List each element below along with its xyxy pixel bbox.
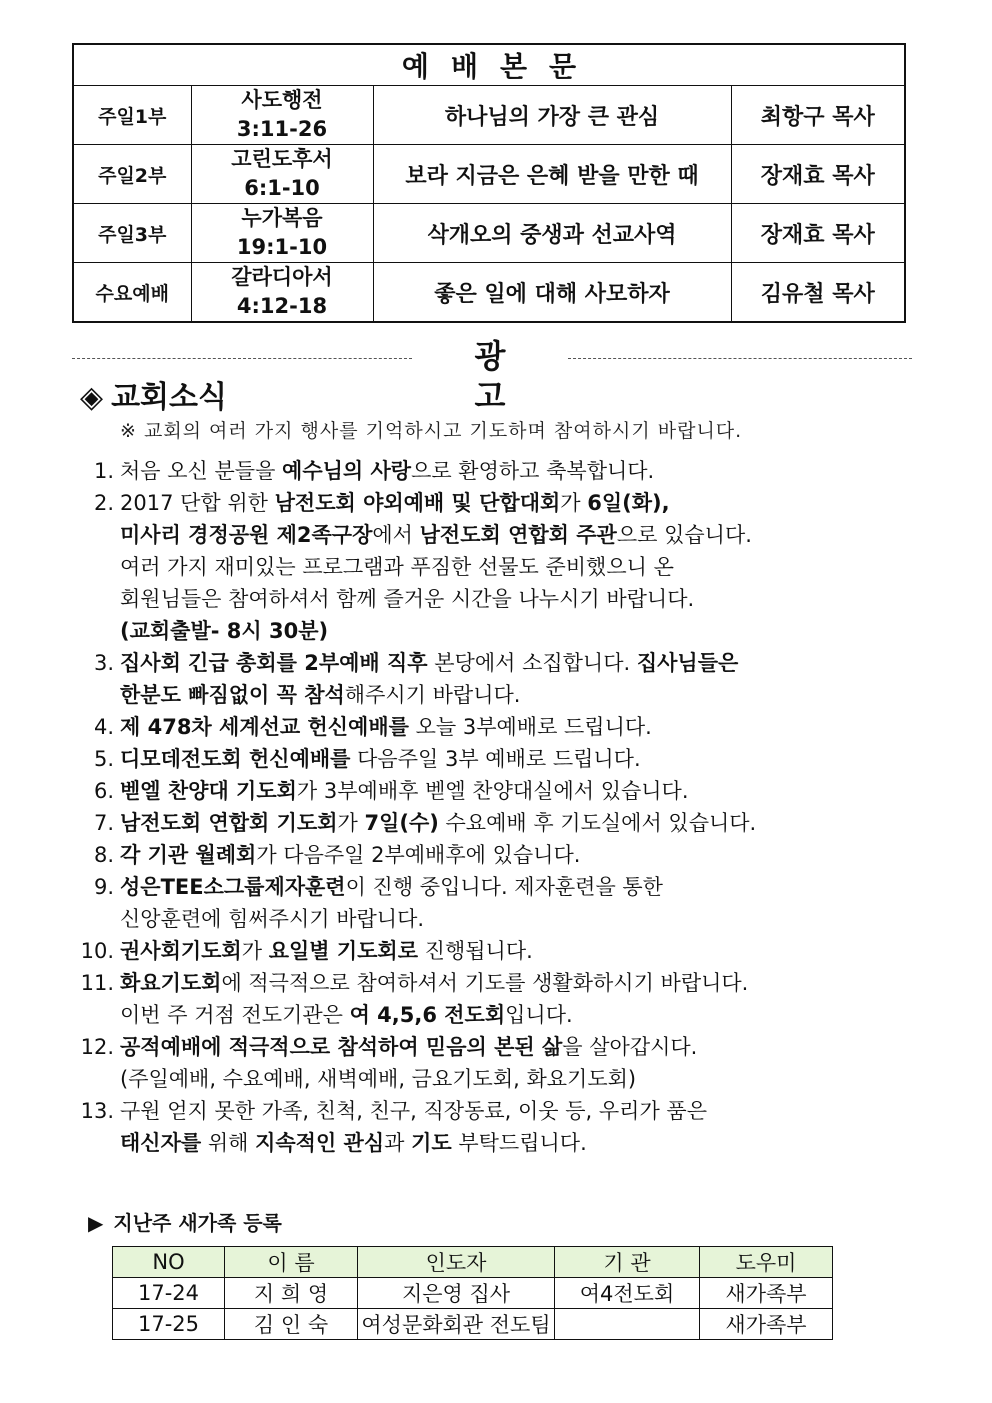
announcement-item <box>72 807 932 839</box>
item-line: 태신자를 위해 지속적인 관심과 기도 부탁드립니다. <box>120 1131 587 1155</box>
item-number: 8. <box>93 843 114 867</box>
scripture-verses: 19:1-10 <box>236 235 328 259</box>
worship-row <box>73 86 905 145</box>
emphasis-text: 제 478차 세계선교 헌신예배를 <box>120 715 409 739</box>
emphasis-text: 집사회 긴급 총회를 2부예배 직후 <box>120 651 428 675</box>
item-line: 처음 오신 분들을 예수님의 사랑으로 환영하고 축복합니다. <box>120 459 655 483</box>
column-header: 이 름 <box>225 1247 358 1278</box>
item-number: 13. <box>80 1099 114 1123</box>
preacher-name: 장재효 목사 <box>731 204 905 263</box>
item-line <box>120 615 932 647</box>
item-line: 화요기도회에 적극적으로 참여하셔서 기도를 생활화하시기 바랍니다. <box>120 971 749 995</box>
item-text <box>120 871 932 935</box>
item-number: 9. <box>93 875 114 899</box>
item-number: 11. <box>80 971 114 995</box>
item-line: 권사회기도회가 요일별 기도회로 진행됩니다. <box>120 939 533 963</box>
item-line: 제 478차 세계선교 헌신예배를 오늘 3부예배로 드립니다. <box>120 715 652 739</box>
emphasis-text: 성은TEE소그룹제자훈련 <box>120 875 346 899</box>
church-news-heading <box>80 378 227 418</box>
table-cell: 새가족부 <box>700 1278 833 1309</box>
emphasis-text: 벧엘 찬양대 기도회 <box>120 779 297 803</box>
emphasis-text: 각 기관 월례회 <box>120 843 257 867</box>
announcement-item <box>72 1095 932 1159</box>
announcement-item <box>72 935 932 967</box>
item-number: 6. <box>93 779 114 803</box>
announcement-item <box>72 967 932 1031</box>
emphasis-text: 지속적인 관심 <box>255 1131 385 1155</box>
worship-row <box>73 263 905 323</box>
church-news-note: ※ 교회의 여러 가지 행사를 기억하시고 기도하며 참여하시기 바랍니다. <box>120 420 743 442</box>
worship-table-header: 예배본문 <box>73 44 905 86</box>
item-number: 3. <box>93 651 114 675</box>
announcement-item <box>72 775 932 807</box>
table-cell: 김 인 숙 <box>225 1309 358 1340</box>
emphasis-text: 6일(화), <box>587 491 670 515</box>
scripture-book: 누가복음 <box>241 206 323 230</box>
emphasis-text: 화요기도회 <box>120 971 222 995</box>
service-name: 주일1부 <box>73 86 191 145</box>
item-text <box>120 839 932 871</box>
item-text <box>120 1095 932 1159</box>
item-line: 벧엘 찬양대 기도회가 3부예배후 벧엘 찬양대실에서 있습니다. <box>120 779 689 803</box>
item-line: 이번 주 거점 전도기관은 여 4,5,6 전도회입니다. <box>120 1003 573 1027</box>
scripture-verses: 4:12-18 <box>236 294 328 318</box>
preacher-name: 장재효 목사 <box>731 145 905 204</box>
item-line: 2017 단합 위한 남전도회 야외예배 및 단합대회가 6일(화), <box>120 491 670 515</box>
item-text <box>120 647 932 711</box>
emphasis-text: 집사님들은 <box>636 651 739 675</box>
item-line: 여러 가지 재미있는 프로그램과 푸짐한 선물도 준비했으니 온 <box>120 555 674 579</box>
new-family-heading <box>88 1208 282 1238</box>
scripture-book: 사도행전 <box>241 88 323 112</box>
preacher-name: 김유철 목사 <box>731 263 905 323</box>
scripture-book: 고린도후서 <box>231 147 333 171</box>
scripture-reference <box>191 145 373 204</box>
table-cell: 17-24 <box>113 1278 225 1309</box>
item-line: 미사리 경정공원 제2족구장에서 남전도회 연합회 주관으로 있습니다. <box>120 523 752 547</box>
item-line: 신앙훈련에 힘써주시기 바랍니다. <box>120 907 425 931</box>
ads-title: 광고 <box>474 337 546 415</box>
table-row <box>113 1278 833 1309</box>
divider-line-right <box>568 358 912 359</box>
announcement-list <box>72 455 932 1159</box>
emphasis-text: 공적예배에 적극적으로 참석하여 믿음의 본된 삶 <box>120 1035 563 1059</box>
column-header: 인도자 <box>358 1247 555 1278</box>
announcement-item <box>72 455 932 487</box>
item-number: 7. <box>93 811 114 835</box>
item-number: 1. <box>93 459 114 483</box>
scripture-verses: 3:11-26 <box>236 117 328 141</box>
item-line: 집사회 긴급 총회를 2부예배 직후 본당에서 소집합니다. 집사님들은 <box>120 651 739 675</box>
item-number: 12. <box>80 1035 114 1059</box>
table-cell: 여성문화회관 전도팀 <box>358 1309 555 1340</box>
column-header: NO <box>113 1247 225 1278</box>
sermon-title: 좋은 일에 대해 사모하자 <box>373 263 731 323</box>
item-text <box>120 455 932 487</box>
sermon-title: 보라 지금은 은혜 받을 만한 때 <box>373 145 731 204</box>
item-line: 공적예배에 적극적으로 참석하여 믿음의 본된 삶을 살아갑시다. <box>120 1035 698 1059</box>
item-number: 5. <box>93 747 114 771</box>
item-text <box>120 487 932 647</box>
emphasis-text: 기도 <box>411 1131 452 1155</box>
item-line: 한분도 빠짐없이 꼭 참석해주시기 바랍니다. <box>120 683 521 707</box>
scripture-verses: 6:1-10 <box>244 176 320 200</box>
service-name: 주일3부 <box>73 204 191 263</box>
emphasis-text: 권사회기도회 <box>120 939 242 963</box>
worship-row <box>73 145 905 204</box>
column-header: 도우미 <box>700 1247 833 1278</box>
new-family-table <box>112 1246 833 1340</box>
item-text <box>120 935 932 967</box>
table-cell: 여4전도회 <box>555 1278 700 1309</box>
item-line: 남전도회 연합회 기도회가 7일(수) 수요예배 후 기도실에서 있습니다. <box>120 811 757 835</box>
diamond-icon: ◈ <box>80 380 104 415</box>
table-cell <box>555 1309 700 1340</box>
emphasis-text: 남전도회 연합회 주관 <box>419 523 617 547</box>
item-text <box>120 711 932 743</box>
table-cell: 새가족부 <box>700 1309 833 1340</box>
service-name: 주일2부 <box>73 145 191 204</box>
emphasis-text: 여 4,5,6 전도회 <box>349 1003 506 1027</box>
emphasis-text: 7일(수) <box>364 811 439 835</box>
item-line: 각 기관 월례회가 다음주일 2부예배후에 있습니다. <box>120 843 581 867</box>
item-line: 구원 얻지 못한 가족, 친척, 친구, 직장동료, 이웃 등, 우리가 품은 <box>120 1099 707 1123</box>
emphasis-text: 요일별 기도회로 <box>268 939 418 963</box>
item-number: 4. <box>93 715 114 739</box>
item-text <box>120 1031 932 1095</box>
triangle-right-icon: ▶ <box>88 1211 104 1235</box>
sermon-title: 하나님의 가장 큰 관심 <box>373 86 731 145</box>
item-line: 성은TEE소그룹제자훈련이 진행 중입니다. 제자훈련을 통한 <box>120 875 663 899</box>
item-text <box>120 807 932 839</box>
divider-line-left <box>72 358 412 359</box>
emphasis-text: 디모데전도회 헌신예배를 <box>120 747 351 771</box>
new-family-title: 지난주 새가족 등록 <box>113 1211 282 1235</box>
item-number: 2. <box>93 491 114 515</box>
worship-scripture-table <box>72 43 906 323</box>
emphasis-text: 남전도회 연합회 기도회 <box>120 811 338 835</box>
announcement-item <box>72 839 932 871</box>
emphasis-text: 한분도 빠짐없이 꼭 참석 <box>120 683 345 707</box>
emphasis-text: 예수님의 사랑 <box>282 459 412 483</box>
table-cell: 17-25 <box>113 1309 225 1340</box>
emphasis-text: 미사리 경정공원 제2족구장 <box>120 523 373 547</box>
item-text <box>120 967 932 1031</box>
announcement-item <box>72 1031 932 1095</box>
worship-row <box>73 204 905 263</box>
scripture-book: 갈라디아서 <box>231 265 333 289</box>
item-line: 회원님들은 참여하셔서 함께 즐거운 시간을 나누시기 바랍니다. <box>120 587 695 611</box>
emphasis-text: 태신자를 <box>120 1131 202 1155</box>
table-cell: 지은영 집사 <box>358 1278 555 1309</box>
item-text <box>120 775 932 807</box>
announcement-item <box>72 711 932 743</box>
church-news-title: 교회소식 <box>111 380 227 415</box>
column-header: 기 관 <box>555 1247 700 1278</box>
scripture-reference <box>191 263 373 323</box>
table-cell: 지 희 영 <box>225 1278 358 1309</box>
emphasis-text: (교회출발- 8시 30분) <box>120 619 329 643</box>
scripture-reference <box>191 204 373 263</box>
scripture-reference <box>191 86 373 145</box>
announcement-item <box>72 487 932 647</box>
item-text <box>120 743 932 775</box>
announcement-item <box>72 743 932 775</box>
item-line: (주일예배, 수요예배, 새벽예배, 금요기도회, 화요기도회) <box>120 1067 637 1091</box>
preacher-name: 최항구 목사 <box>731 86 905 145</box>
service-name: 수요예배 <box>73 263 191 323</box>
item-line: 디모데전도회 헌신예배를 다음주일 3부 예배로 드립니다. <box>120 747 641 771</box>
announcement-item <box>72 647 932 711</box>
emphasis-text: 남전도회 야외예배 및 단합대회 <box>274 491 561 515</box>
sermon-title: 삭개오의 중생과 선교사역 <box>373 204 731 263</box>
announcement-item <box>72 871 932 935</box>
item-number: 10. <box>80 939 114 963</box>
table-row <box>113 1309 833 1340</box>
